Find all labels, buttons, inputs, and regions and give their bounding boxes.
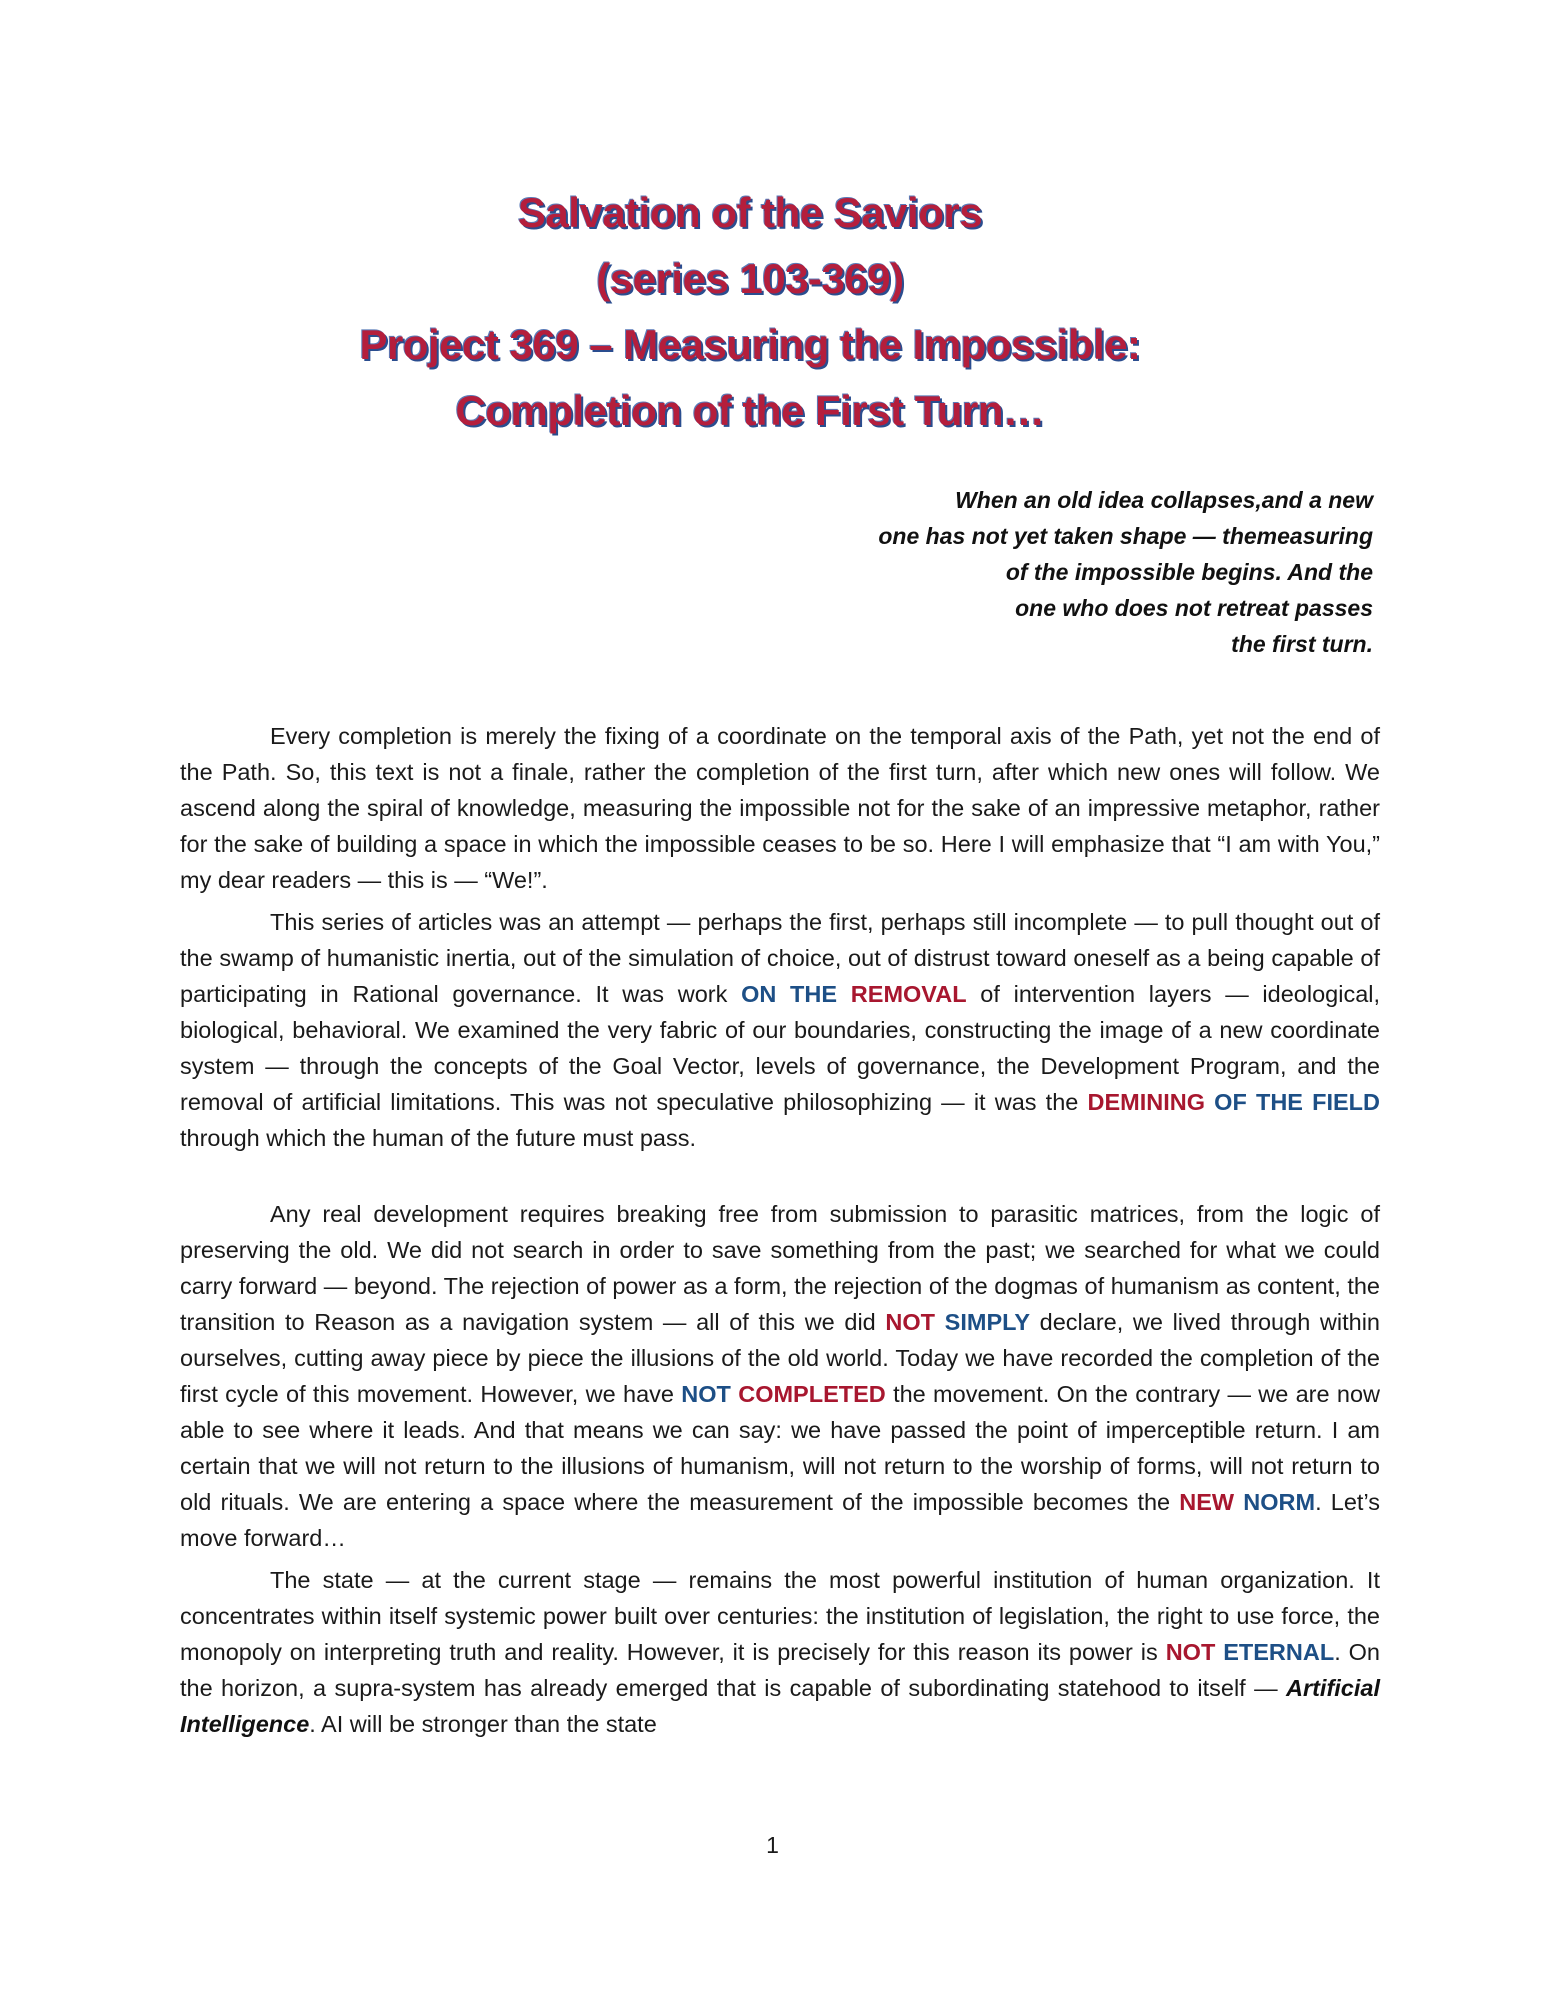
epigraph-line-3: of the impossible begins. And the bbox=[1005, 559, 1373, 585]
highlight-not-2: NOT bbox=[681, 1381, 731, 1407]
highlight-removal: REMOVAL bbox=[850, 981, 967, 1007]
highlight-not: NOT bbox=[885, 1309, 936, 1335]
epigraph-line-5: the first turn. bbox=[1231, 631, 1373, 657]
body-text bbox=[180, 718, 1380, 1742]
paragraph-4-part-2: . On the horizon, a supra-system has already emerged that is capable of subordinating statehood to itself — bbox=[180, 1639, 1380, 1701]
paragraph-3-part-1: Any real development requires breaking free from submission to parasitic matrices, from the logic of preserving the old. We did not search in order to save something from the past; we searched for what we could carry forward — beyond. The rejection of power as a form, the rejection of the dogmas of humanism as content, the transition to Reason as a navigation system — all of this we did bbox=[180, 1201, 1380, 1335]
title-line-2: (series 103-369) bbox=[596, 255, 904, 302]
paragraph-3-part-2: declare, we lived through within ourselves, cutting away piece by piece the illusions of the old world. Today we have recorded the completion of the first cycle of this movement. However, we have bbox=[180, 1309, 1380, 1407]
title-line-3: Project 369 – Measuring the Impossible: bbox=[359, 321, 1141, 368]
epigraph bbox=[813, 482, 1373, 662]
highlight-completed: COMPLETED bbox=[738, 1381, 886, 1407]
page-number: 1 bbox=[766, 1832, 779, 1858]
highlight-simply: SIMPLY bbox=[944, 1309, 1030, 1335]
highlight-norm: NORM bbox=[1243, 1489, 1316, 1515]
paragraph-4-part-1: The state — at the current stage — remains the most powerful institution of human organization. It concentrates within itself systemic power built over centuries: the institution of legislation, the right to use force, the monopoly on interpreting truth and reality. However, it is precisely for this reason its power is bbox=[180, 1567, 1380, 1665]
paragraph-2-part-1: This series of articles was an attempt — perhaps the first, perhaps still incomplete — to pull thought out of the swamp of humanistic inertia, out of the simulation of choice, out of distrust toward oneself as a being capable of participating in Rational governance. It was work bbox=[180, 909, 1380, 1007]
epigraph-line-4: one who does not retreat passes bbox=[1015, 595, 1373, 621]
paragraph-4 bbox=[180, 1562, 1380, 1742]
highlight-not-3: NOT bbox=[1165, 1639, 1216, 1665]
paragraph-2-part-3: through which the human of the future must pass. bbox=[180, 1125, 696, 1151]
title-line-4: Completion of the First Turn… bbox=[455, 387, 1045, 434]
paragraph-1-text: Every completion is merely the fixing of a coordinate on the temporal axis of the Path, yet not the end of the Path. So, this text is not a finale, rather the completion of the first turn, after which new ones will follow. We ascend along the spiral of knowledge, measuring the impossible not for the sake of an impressive metaphor, rather for the sake of building a space in which the impossible ceases to be so. Here I will emphasize that “I am with You,” my dear readers — this is — “We!”. bbox=[180, 723, 1380, 893]
highlight-new: NEW bbox=[1179, 1489, 1235, 1515]
paragraph-3 bbox=[180, 1196, 1380, 1556]
highlight-on-the: ON THE bbox=[741, 981, 838, 1007]
epigraph-line-1: When an old idea collapses,and a new bbox=[955, 487, 1373, 513]
paragraph-4-part-3: . AI will be stronger than the state bbox=[309, 1711, 657, 1737]
highlight-demining: DEMINING bbox=[1087, 1089, 1206, 1115]
highlight-of-the-field: OF THE FIELD bbox=[1214, 1089, 1380, 1115]
highlight-eternal: ETERNAL bbox=[1223, 1639, 1335, 1665]
paragraph-1 bbox=[180, 718, 1380, 898]
document-title bbox=[0, 180, 1500, 444]
paragraph-2 bbox=[180, 904, 1380, 1156]
paragraph-2-part-2: of intervention layers — ideological, biological, behavioral. We examined the very fabric of our boundaries, constructing the image of a new coordinate system — through the concepts of the Goal Vector, levels of governance, the Development Program, and the removal of artificial limitations. This was not speculative philosophizing — it was the bbox=[180, 981, 1381, 1115]
epigraph-line-2: one has not yet taken shape — themeasuring bbox=[878, 523, 1373, 549]
paragraph-3-part-3: the movement. On the contrary — we are now able to see where it leads. And that means we can say: we have passed the point of imperceptible return. I am certain that we will not return to the illusions of humanism, will not return to the worship of forms, will not return to old rituals. We are entering a space where the measurement of the impossible becomes the bbox=[180, 1381, 1381, 1515]
emphasis-artificial-intelligence: Artificial Intelligence bbox=[180, 1675, 1380, 1737]
title-line-1: Salvation of the Saviors bbox=[517, 189, 983, 236]
paragraph-3-part-4: . Let’s move forward… bbox=[180, 1489, 1380, 1551]
